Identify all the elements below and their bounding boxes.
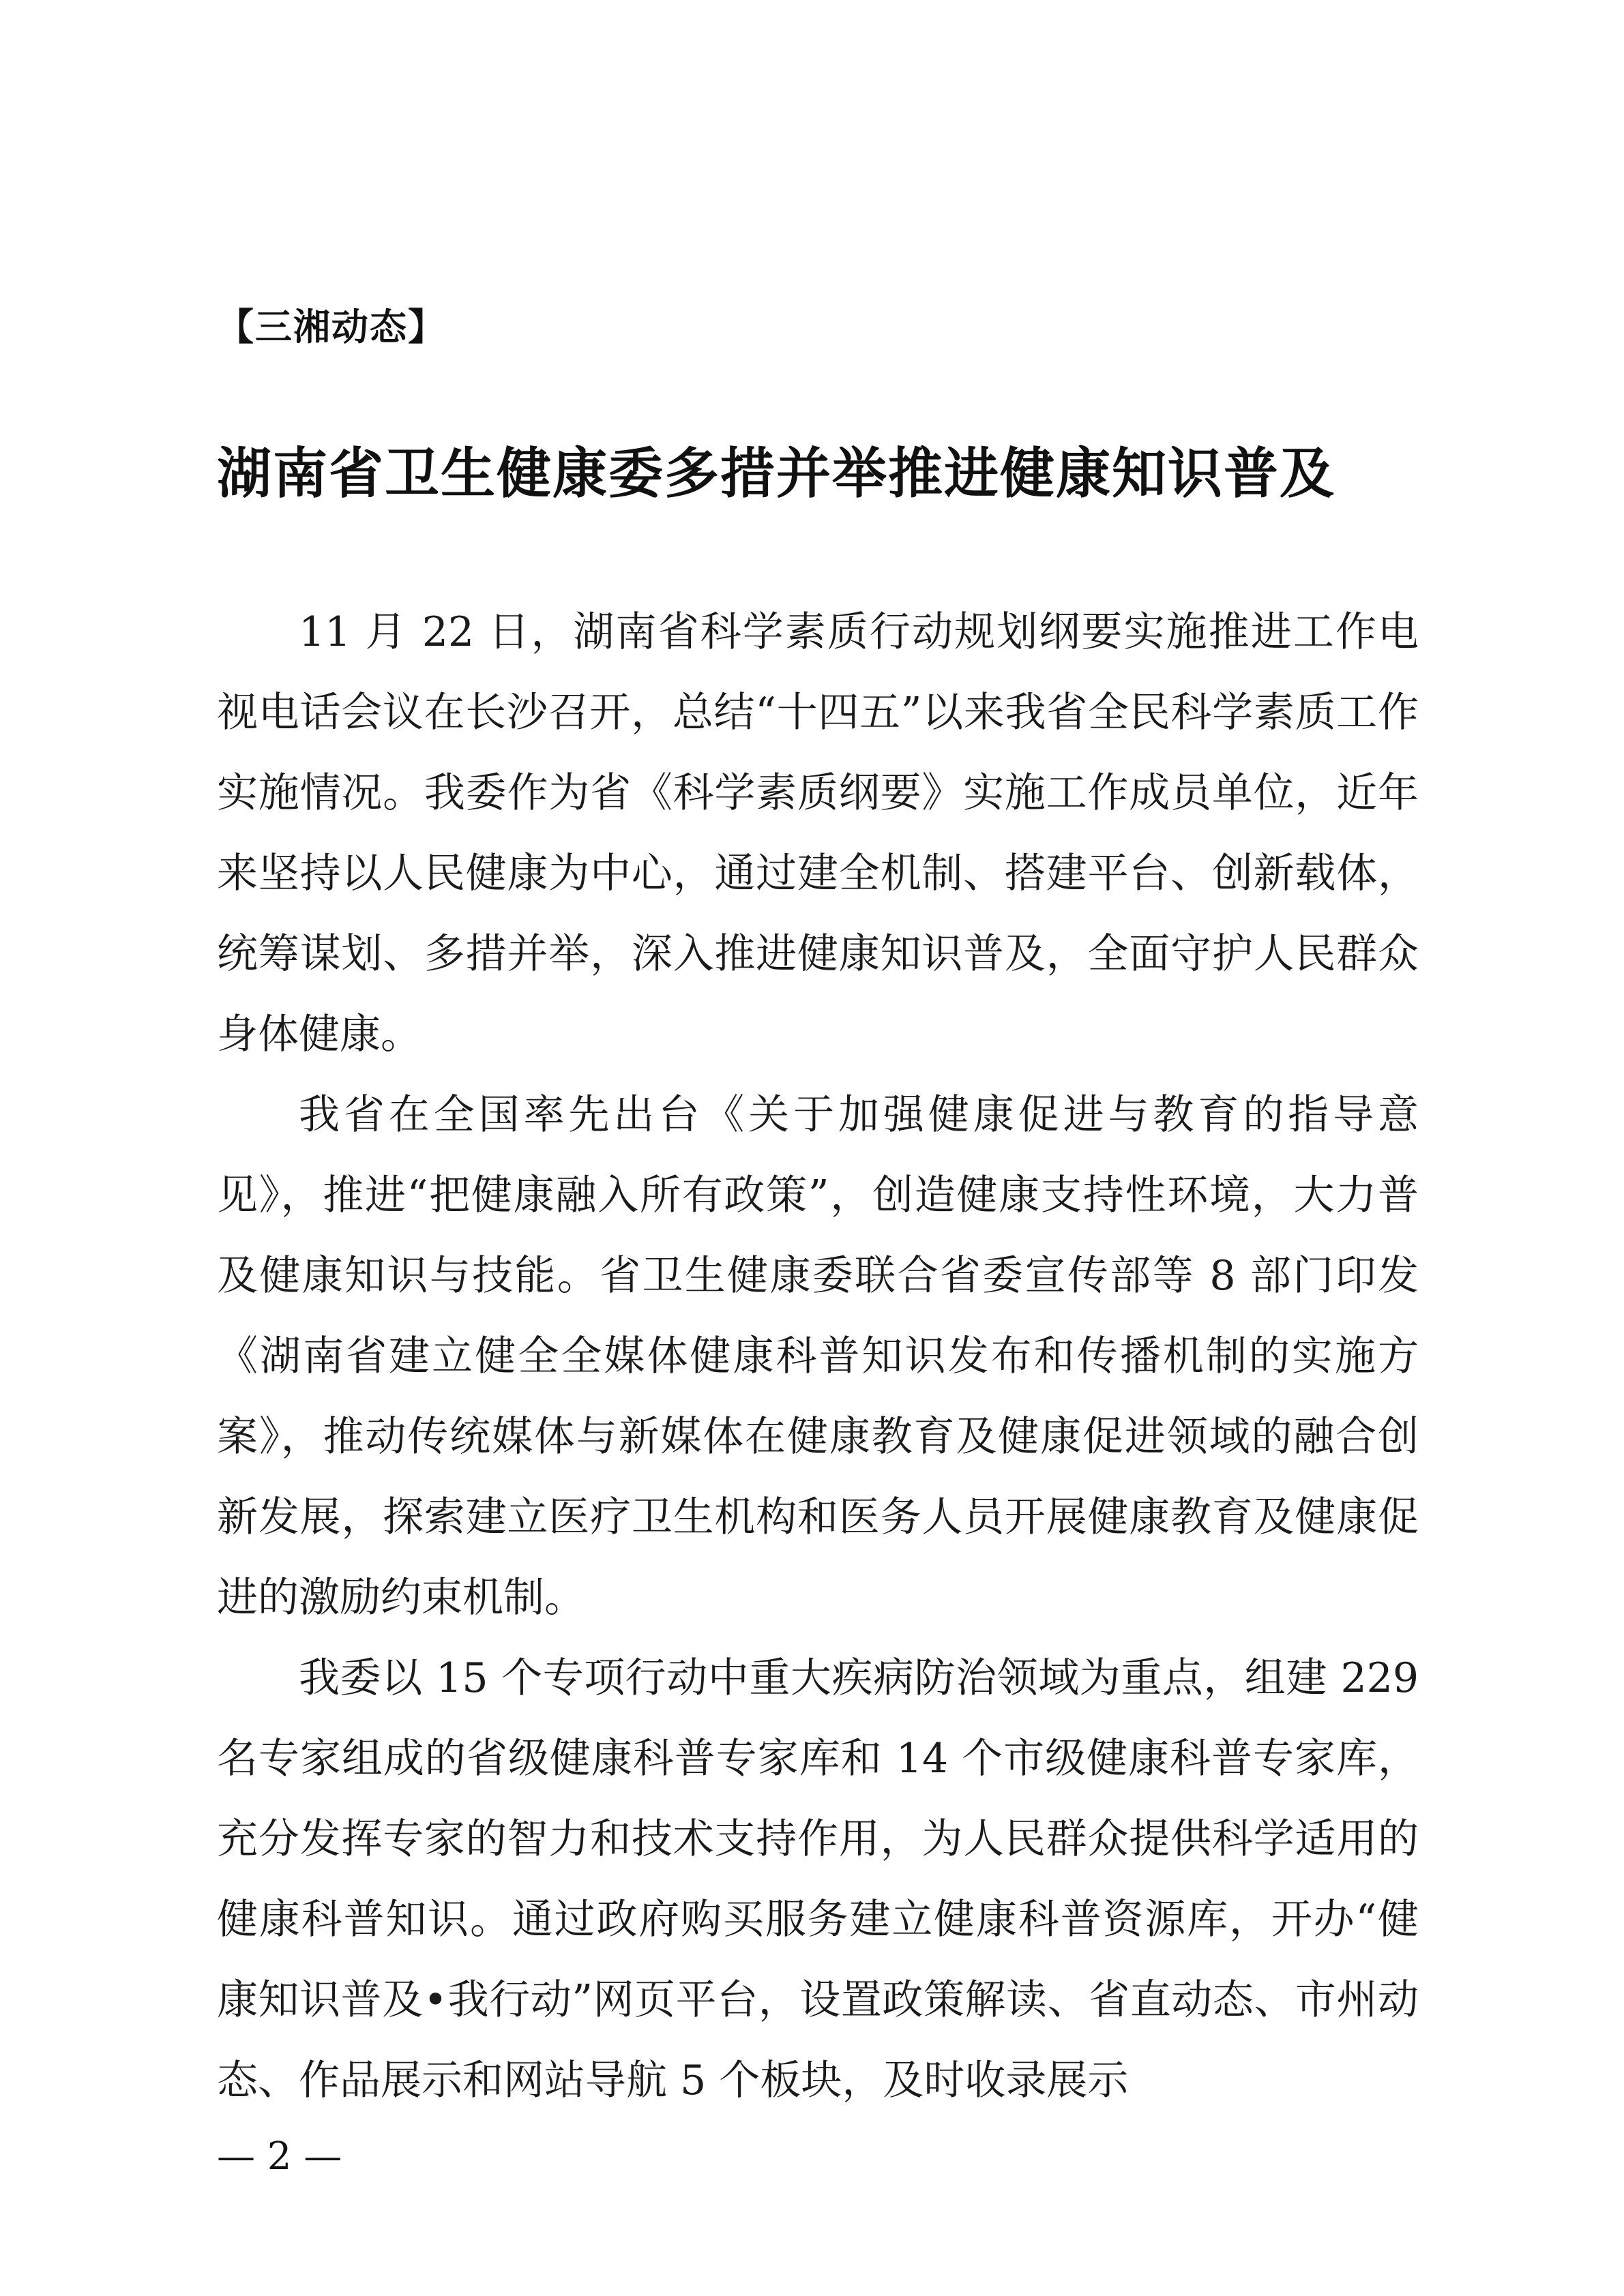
page-number: — 2 — [217, 2134, 342, 2179]
paragraph: 11 月 22 日，湖南省科学素质行动规划纲要实施推进工作电视电话会议在长沙召开，总结“十四五”以来我省全民科学素质工作实施情况。我委作为省《科学素质纲要》实施工作成员单位，近年来坚持以人民健康为中心，通过建全机制、搭建平台、创新载体，统筹谋划、多措并举，深入推进健康知识普及，全面守护人民群众身体健康。 [217, 608, 1419, 1058]
paragraph: 我省在全国率先出台《关于加强健康促进与教育的指导意见》，推进“把健康融入所有政策”，创造健康支持性环境，大力普及健康知识与技能。省卫生健康委联合省委宣传部等 8 部门印发《湖南省建立健全全媒体健康科普知识发布和传播机制的实施方案》，推动传统媒体与新媒体在健康教育及健康促进领域的融合创新发展，探索建立医疗卫生机构和医务人员开展健康教育及健康促进的激励约束机制。 [217, 1091, 1419, 1622]
article-title: 湖南省卫生健康委多措并举推进健康知识普及 [217, 442, 1335, 505]
paragraph: 我委以 15 个专项行动中重大疾病防治领域为重点，组建 229 名专家组成的省级健康科普专家库和 14 个市级健康科普专家库，充分发挥专家的智力和技术支持作用，为人民群众提供科学适用的健康科普知识。通过政府购买服务建立健康科普资源库，开办“健康知识普及•我行动”网页平台，设置政策解读、省直动态、市州动态、作品展示和网站导航 5 个板块，及时收录展示 [217, 1654, 1419, 2104]
article-body [217, 592, 1419, 2121]
section-tag: 【三湘动态】 [217, 305, 446, 348]
